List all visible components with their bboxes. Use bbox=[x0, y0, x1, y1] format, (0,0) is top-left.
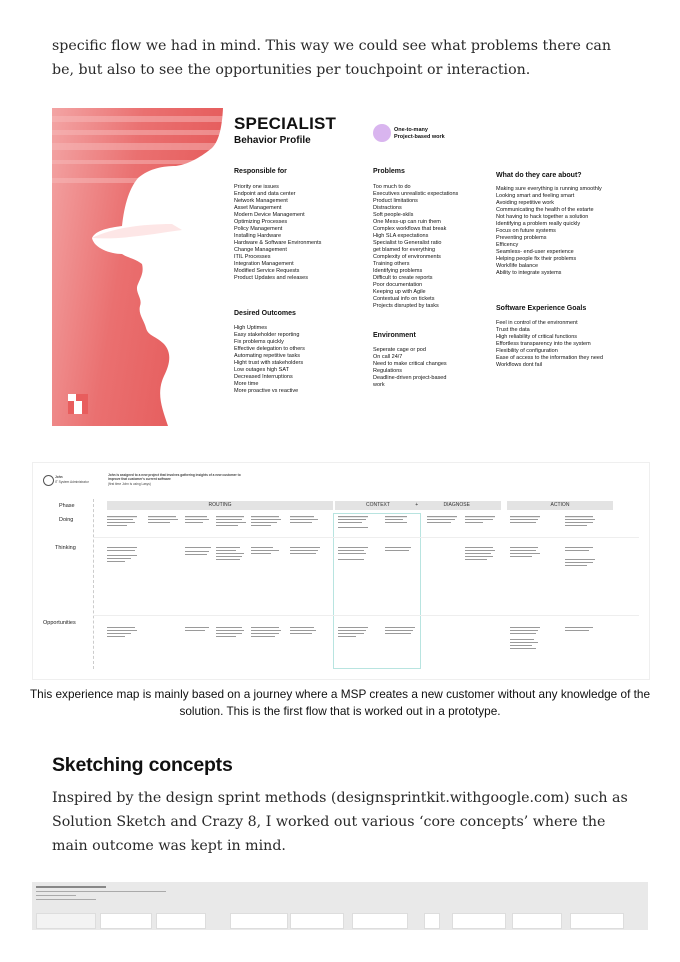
row-label-thinking: Thinking bbox=[55, 545, 76, 551]
problems-item: Complex workflows that break bbox=[373, 226, 447, 232]
problems-item: Executives unrealistic expectations bbox=[373, 191, 459, 197]
outcomes-item: Fix problems quickly bbox=[234, 339, 284, 345]
sketch-thumb bbox=[512, 913, 562, 929]
outcomes-heading: Desired Outcomes bbox=[234, 310, 296, 317]
outcomes-item: More proactive vs reactive bbox=[234, 388, 299, 394]
responsible-item: Hardware & Software Environments bbox=[234, 240, 322, 246]
responsible-item: Installing Hardware bbox=[234, 233, 282, 239]
goals-heading: Software Experience Goals bbox=[496, 305, 587, 312]
environment-item: Need to make critical changes bbox=[373, 361, 447, 367]
problems-item: Too much to do bbox=[373, 184, 411, 190]
phase-routing: ROUTING bbox=[107, 501, 333, 510]
responsible-item: Optimizing Processes bbox=[234, 219, 288, 225]
body-paragraph: Inspired by the design sprint methods (designsprintkit.withgoogle.com) such as Solution Sketch and Crazy 8, I worked out various ‘core concepts’ where the main outcome was kept in mind. bbox=[52, 790, 628, 854]
environment-item: Seperate cage or pod bbox=[373, 347, 426, 353]
responsible-item: Integration Management bbox=[234, 261, 294, 267]
phase-context-label: CONTEXT bbox=[366, 502, 390, 508]
badge-text: One-to-many Project-based work bbox=[394, 127, 445, 140]
map-note-lines bbox=[33, 463, 649, 679]
goals-item: Feel in control of the environment bbox=[496, 320, 578, 326]
care-item: Looking smart and feeling smart bbox=[496, 193, 575, 199]
care-item: Seamless- end-user experience bbox=[496, 249, 574, 255]
problems-item: Soft people-skils bbox=[373, 212, 414, 218]
care-item: Making sure everything is running smoothly bbox=[496, 186, 602, 192]
phase-diagnose-label: DIAGNOSE bbox=[443, 502, 470, 508]
environment-item: Deadline-driven project-based bbox=[373, 375, 447, 381]
responsible-item: Endpoint and data center bbox=[234, 191, 296, 197]
map-caption: This experience map is mainly based on a journey where a MSP creates a new customer without any knowledge of the solution. This is the first flow that is worked out in a prototype. bbox=[29, 687, 651, 718]
map-scenario: John is assigned to a new project that involves gathering insights of a new customer to improve that customer's current software bbox=[108, 473, 241, 481]
intro-paragraph: specific flow we had in mind. This way we could see what problems there can be, but also to see the opportunities per touchpoint or interaction. bbox=[52, 38, 611, 78]
responsible-item: Asset Management bbox=[234, 205, 282, 211]
responsible-item: Change Management bbox=[234, 247, 287, 253]
responsible-heading: Responsible for bbox=[234, 168, 287, 175]
problems-item: Keeping up with Agile bbox=[373, 289, 426, 295]
care-item: Communicating the health of the estarte bbox=[496, 207, 594, 213]
care-item: Work/life balance bbox=[496, 263, 539, 269]
care-item: Identifying a problem really quickly bbox=[496, 221, 581, 227]
row-label-phase: Phase bbox=[59, 503, 75, 509]
goals-item: Effortless transparency into the system bbox=[496, 341, 591, 347]
sketch-thumb bbox=[570, 913, 624, 929]
care-item: Focus on future systems bbox=[496, 228, 556, 234]
sketch-thumb bbox=[100, 913, 152, 929]
sketch-thumb bbox=[156, 913, 206, 929]
problems-item: Projects disrupted by tasks bbox=[373, 303, 439, 309]
outcomes-item: More time bbox=[234, 381, 259, 387]
responsible-item: Modified Service Requests bbox=[234, 268, 300, 274]
goals-item: High reliability of critical functions bbox=[496, 334, 578, 340]
outcomes-item: Easy stakeholder reporting bbox=[234, 332, 300, 338]
environment-item: work bbox=[373, 382, 385, 388]
sketch-concepts-image bbox=[32, 882, 648, 930]
goals-item: Workflows dont fail bbox=[496, 362, 543, 368]
care-item: Avoiding repetitive work bbox=[496, 200, 554, 206]
row-label-opportunities: Opportunities bbox=[43, 620, 76, 626]
responsible-item: ITIL Processes bbox=[234, 254, 271, 260]
outcomes-list bbox=[234, 325, 305, 395]
problems-item: Contextual info on tickets bbox=[373, 296, 435, 302]
goals-list bbox=[496, 320, 603, 369]
problems-item: Complexity of environments bbox=[373, 254, 441, 260]
sketch-title-line bbox=[36, 886, 106, 888]
persona-card bbox=[52, 108, 628, 426]
outcomes-item: Automating repetitive tasks bbox=[234, 353, 301, 359]
responsible-item: Product Updates and releases bbox=[234, 275, 308, 281]
responsible-item: Policy Management bbox=[234, 226, 283, 232]
row-label-doing: Doing bbox=[59, 517, 74, 523]
responsible-item: Network Management bbox=[234, 198, 288, 204]
sketch-thumb bbox=[424, 913, 440, 929]
care-item: Helping people fix their problems bbox=[496, 256, 577, 262]
care-item: Efficency bbox=[496, 242, 519, 248]
outcomes-item: High Uptimes bbox=[234, 325, 268, 331]
problems-item: Difficult to create reports bbox=[373, 275, 433, 281]
problems-item: Training others bbox=[373, 261, 410, 267]
problems-list bbox=[373, 184, 458, 310]
sketch-thumb bbox=[452, 913, 506, 929]
environment-list bbox=[373, 347, 447, 389]
sketch-thumb bbox=[230, 913, 288, 929]
responsible-item: Modern Device Management bbox=[234, 212, 305, 218]
goals-item: Ease of access to the information they need bbox=[496, 355, 604, 361]
problems-heading: Problems bbox=[373, 168, 405, 175]
environment-item: Regulations bbox=[373, 368, 403, 374]
care-item: Preventing problems bbox=[496, 235, 547, 241]
sketch-text-line bbox=[36, 895, 76, 896]
outcomes-item: Hight trust with stakeholders bbox=[234, 360, 304, 366]
persona-subtitle: Behavior Profile bbox=[234, 135, 311, 146]
persona-title: SPECIALIST bbox=[234, 114, 337, 133]
care-heading: What do they care about? bbox=[496, 172, 582, 179]
outcomes-item: Low outages high SAT bbox=[234, 367, 289, 373]
environment-heading: Environment bbox=[373, 332, 416, 339]
problems-item: Distractions bbox=[373, 205, 402, 211]
sketch-text-line bbox=[36, 899, 96, 900]
problems-item: Specialist to Generalist ratio bbox=[373, 240, 442, 246]
care-item: Not having to hack together a solution bbox=[496, 214, 589, 220]
sketch-thumb bbox=[36, 913, 96, 929]
outcomes-item: Effective delegation to others bbox=[234, 346, 305, 352]
problems-item: High SLA expectations bbox=[373, 233, 429, 239]
experience-map bbox=[32, 462, 650, 680]
care-item: Ability to integrate systems bbox=[496, 270, 562, 276]
section-heading: Sketching concepts bbox=[52, 754, 233, 776]
problems-item: get blamed for everything bbox=[373, 247, 436, 253]
problems-item: Product limitations bbox=[373, 198, 418, 204]
phase-action: ACTION bbox=[507, 501, 613, 510]
outcomes-item: Decreased Interruptions bbox=[234, 374, 293, 380]
goals-item: Flexibility of configuration bbox=[496, 348, 558, 354]
sketch-thumb bbox=[290, 913, 344, 929]
phase-plus-label: + bbox=[415, 502, 419, 508]
responsible-item: Priority one issues bbox=[234, 184, 279, 190]
responsible-list bbox=[234, 184, 321, 282]
problems-item: Poor documentation bbox=[373, 282, 423, 288]
care-list bbox=[496, 186, 602, 277]
problems-item: Identifying problems bbox=[373, 268, 423, 274]
map-user-name: John bbox=[55, 475, 63, 479]
badge-dot-icon bbox=[373, 124, 391, 142]
environment-item: On call 24/7 bbox=[373, 354, 403, 360]
problems-item: One Mess-up can ruin them bbox=[373, 219, 441, 225]
map-user-role: IT System Administrator bbox=[55, 480, 89, 484]
sketch-text-line bbox=[36, 891, 166, 892]
goals-item: Trust the data bbox=[496, 327, 530, 333]
persona-silhouette-image bbox=[52, 108, 223, 426]
sketch-thumb bbox=[352, 913, 408, 929]
map-scenario-sub: (first time John is using Lasys) bbox=[108, 482, 151, 486]
